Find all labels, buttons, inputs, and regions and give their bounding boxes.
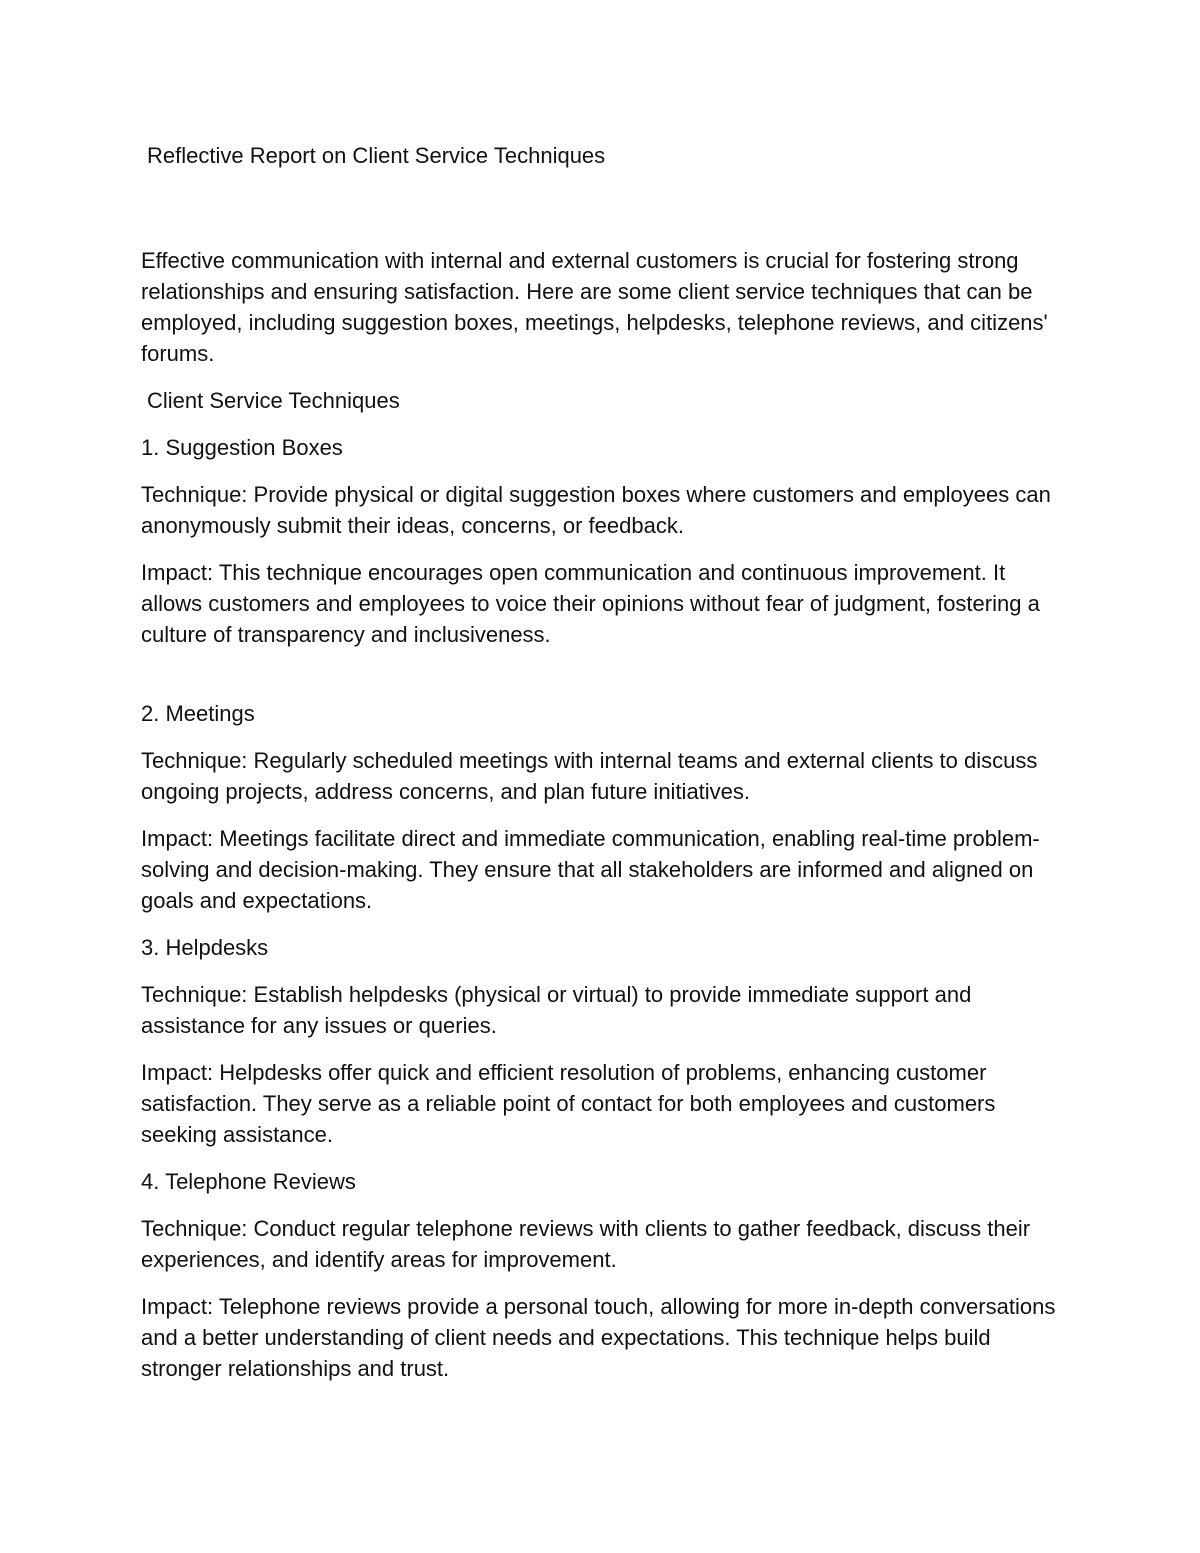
impact-description-meetings: Impact: Meetings facilitate direct and immediate communication, enabling real-time problem-solving and decision-making. They ensure that all stakeholders are informed and aligned on goals and expectations.: [141, 826, 1040, 913]
technique-description-telephone-reviews: Technique: Conduct regular telephone reviews with clients to gather feedback, discuss their experiences, and identify areas for improvement.: [141, 1216, 1031, 1272]
impact-description-suggestion-boxes: Impact: This technique encourages open communication and continuous improvement. It allows customers and employees to voice their opinions without fear of judgment, fostering a culture of transparency and inclusiveness.: [141, 560, 1040, 647]
technique-description-suggestion-boxes: Technique: Provide physical or digital suggestion boxes where customers and employees can anonymously submit their ideas, concerns, or feedback.: [141, 482, 1051, 538]
impact-description-helpdesks: Impact: Helpdesks offer quick and efficient resolution of problems, enhancing customer satisfaction. They serve as a reliable point of contact for both employees and customers seeking assistance.: [141, 1060, 996, 1147]
intro-paragraph: Effective communication with internal and external customers is crucial for fostering strong relationships and ensuring satisfaction. Here are some client service techniques that can be employed, including suggestion boxes, meetings, helpdesks, telephone reviews, and citizens' forums.: [141, 248, 1048, 366]
technique-description-helpdesks: Technique: Establish helpdesks (physical or virtual) to provide immediate support and assistance for any issues or queries.: [141, 982, 972, 1038]
technique-heading-helpdesks: 3. Helpdesks: [141, 935, 269, 960]
technique-heading-meetings: 2. Meetings: [141, 701, 255, 726]
technique-heading-telephone-reviews: 4. Telephone Reviews: [141, 1169, 356, 1194]
section-heading: Client Service Techniques: [147, 388, 400, 413]
impact-description-telephone-reviews: Impact: Telephone reviews provide a personal touch, allowing for more in-depth conversations and a better understanding of client needs and expectations. This technique helps build stronger relationships and trust.: [141, 1294, 1056, 1381]
technique-heading-suggestion-boxes: 1. Suggestion Boxes: [141, 435, 343, 460]
technique-description-meetings: Technique: Regularly scheduled meetings with internal teams and external clients to discuss ongoing projects, address concerns, and plan future initiatives.: [141, 748, 1038, 804]
document-body: [141, 140, 1071, 1400]
document-title: Reflective Report on Client Service Techniques: [147, 143, 606, 168]
